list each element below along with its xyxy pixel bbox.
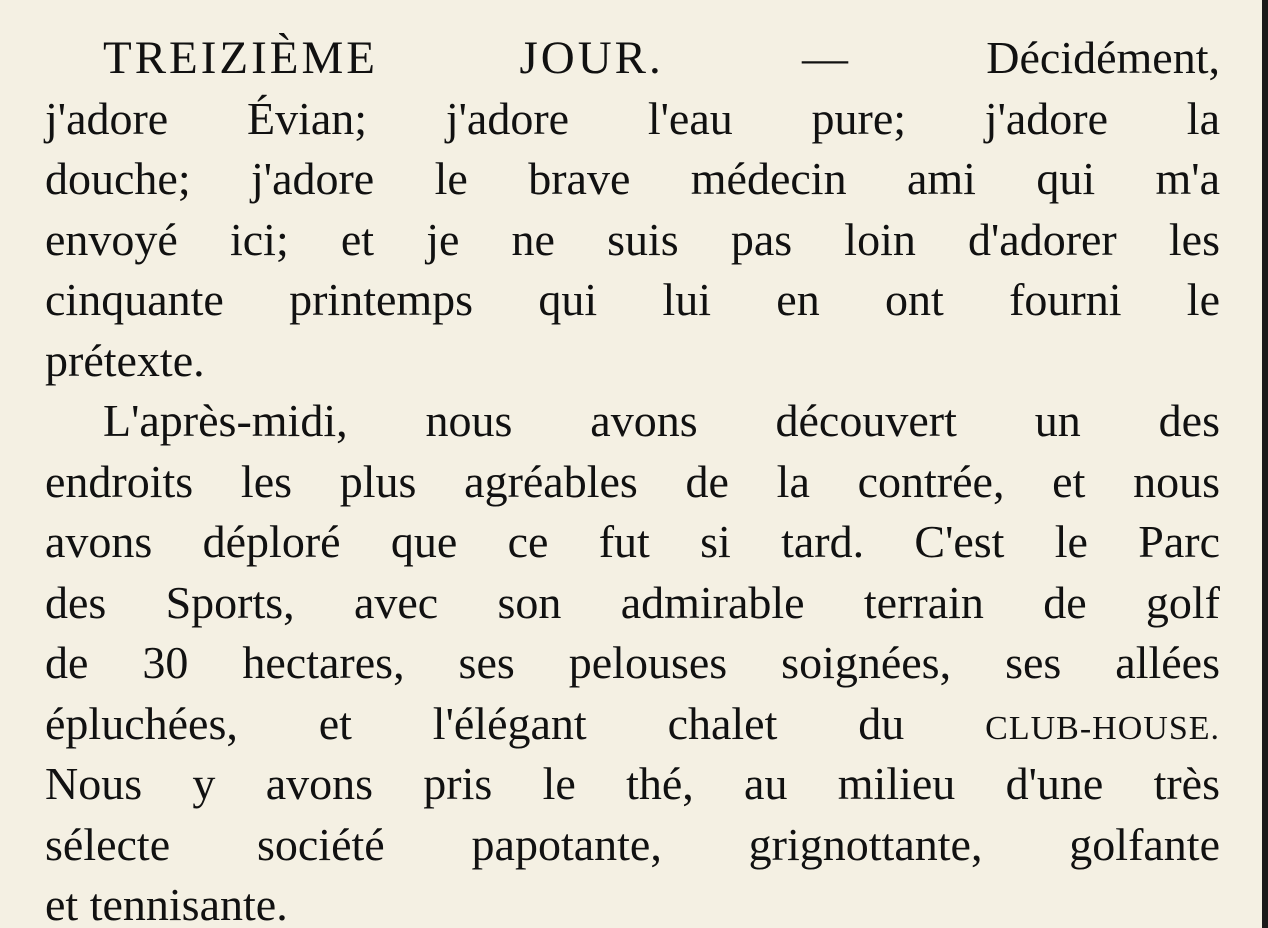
paragraph-1-line-4: envoyé ici; et je ne suis pas loin d'adorer les — [45, 213, 1220, 265]
paragraph-2-line-2: endroits les plus agréables de la contrée, et nous — [45, 455, 1220, 507]
paragraph-2-line-1: L'après-midi, nous avons découvert un des — [103, 395, 1220, 446]
paragraph-1-line-3: douche; j'adore le brave médecin ami qui m'a — [45, 153, 1220, 204]
paragraph-2-line-6 — [45, 694, 1220, 755]
paragraph-2-line-7: Nous y avons pris le thé, au milieu d'une très — [45, 758, 1220, 809]
paragraph-2-line-8: sélecte société papotante, grignottante, golfante — [45, 818, 1220, 870]
paragraph-2-line-3: avons déploré que ce fut si tard. C'est le Parc — [45, 516, 1220, 567]
chapter-heading: TREIZIÈME JOUR. — [103, 32, 664, 84]
paragraph-2-line-9: et tennisante. — [45, 879, 288, 928]
paragraph-2-line-6-text: épluchées, et l'élégant chalet du — [45, 697, 905, 749]
paragraph-1-line-2: j'adore Évian; j'adore l'eau pure; j'adore la — [45, 92, 1220, 144]
em-dash: — — [802, 32, 849, 83]
text-block — [45, 28, 1220, 928]
paragraph-1-line-5: cinquante printemps qui lui en ont fourni le — [45, 274, 1220, 325]
paragraph-1-line-1 — [45, 28, 1220, 89]
paragraph-2-line-5: de 30 hectares, ses pelouses soignées, ses allées — [45, 637, 1220, 688]
paragraph-2-line-4: des Sports, avec son admirable terrain de golf — [45, 576, 1220, 628]
club-house-smallcaps: CLUB-HOUSE. — [985, 709, 1220, 747]
paragraph-1-line-1-text: Décidément, — [986, 32, 1220, 83]
paragraph-1-line-6: prétexte. — [45, 334, 205, 386]
